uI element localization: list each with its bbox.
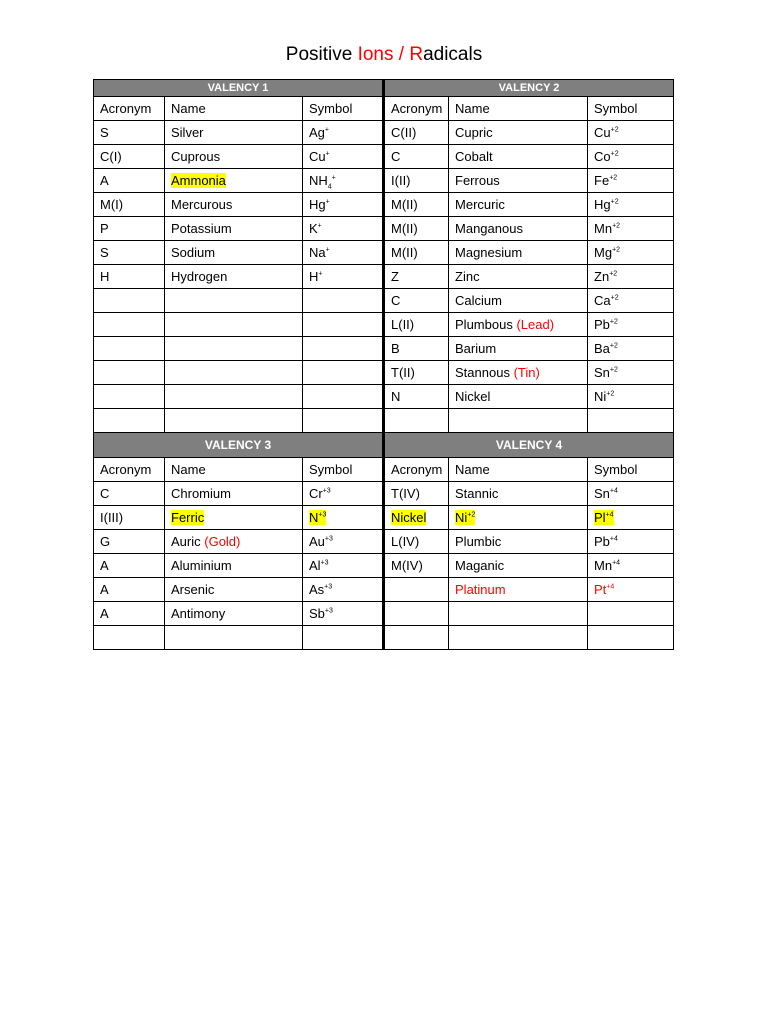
column-header-acronym: Acronym — [384, 97, 449, 121]
symbol-cell — [303, 289, 384, 313]
symbol-cell — [588, 121, 674, 145]
name-cell — [165, 482, 303, 506]
acronym-cell — [384, 241, 449, 265]
ion-note: (Tin) — [513, 365, 540, 380]
name-cell — [165, 337, 303, 361]
acronym-text: M(I) — [100, 197, 124, 212]
valency-heading: VALENCY 3 — [94, 433, 384, 458]
column-header-acronym: Acronym — [94, 97, 165, 121]
symbol-cell — [303, 313, 384, 337]
symbol-cell — [303, 506, 384, 530]
acronym-text: C(II) — [391, 125, 417, 140]
acronym-cell — [384, 217, 449, 241]
name-cell — [165, 385, 303, 409]
symbol-cell — [588, 265, 674, 289]
symbol-cell — [588, 289, 674, 313]
ion-name: Platinum — [455, 582, 506, 597]
name-cell — [165, 193, 303, 217]
acronym-text: T(IV) — [391, 486, 420, 501]
acronym-cell — [94, 602, 165, 626]
acronym-text: M(II) — [391, 221, 418, 236]
acronym-text: C — [391, 149, 401, 164]
column-header-row — [94, 97, 674, 121]
table-row — [94, 313, 674, 337]
name-cell — [165, 241, 303, 265]
ion-symbol: $Zn^{+2}$ — [594, 269, 618, 284]
ion-name: Antimony — [171, 606, 226, 621]
ion-symbol: $Au^{+3}$ — [309, 534, 333, 549]
acronym-cell — [94, 482, 165, 506]
ion-name: Silver — [171, 125, 204, 140]
column-header-name: Name — [449, 458, 588, 482]
acronym-text: I(III) — [100, 510, 124, 525]
ion-symbol: $Cu^{+2}$ — [594, 125, 619, 140]
ion-symbol: Na+ — [309, 245, 330, 260]
ion-symbol: $Mn^{+2}$ — [594, 221, 621, 236]
acronym-cell — [384, 193, 449, 217]
acronym-text: C — [100, 486, 110, 501]
acronym-cell — [384, 265, 449, 289]
column-header-acronym: Acronym — [94, 458, 165, 482]
name-cell — [165, 626, 303, 650]
acronym-text: B — [391, 341, 400, 356]
ions-table — [93, 79, 674, 650]
ion-symbol: $Mg^{+2}$ — [594, 245, 621, 260]
symbol-cell — [303, 554, 384, 578]
ion-name: Auric — [171, 534, 201, 549]
acronym-cell — [384, 169, 449, 193]
ion-name: Zinc — [455, 269, 480, 284]
symbol-cell — [303, 169, 384, 193]
ion-name: Potassium — [171, 221, 232, 236]
acronym-text: Nickel — [391, 510, 427, 525]
symbol-cell — [303, 602, 384, 626]
ion-name: Manganous — [455, 221, 523, 236]
name-cell — [449, 554, 588, 578]
acronym-cell — [94, 554, 165, 578]
name-cell — [165, 169, 303, 193]
table-row — [94, 289, 674, 313]
ion-symbol: $Pb^{+2}$ — [594, 317, 618, 332]
acronym-cell — [94, 289, 165, 313]
name-cell — [165, 121, 303, 145]
acronym-text: A — [100, 173, 109, 188]
name-cell — [449, 482, 588, 506]
name-cell — [165, 530, 303, 554]
acronym-cell — [384, 602, 449, 626]
symbol-cell — [588, 626, 674, 650]
ion-symbol: $Pt^{+4}$ — [594, 582, 615, 597]
symbol-cell — [303, 193, 384, 217]
name-cell — [449, 289, 588, 313]
acronym-cell — [384, 361, 449, 385]
ion-symbol: $Sn^{+4}$ — [594, 486, 618, 501]
ion-symbol: K+ — [309, 221, 322, 236]
ion-symbol: $Al^{+3}$ — [309, 558, 329, 573]
table-row — [94, 482, 674, 506]
table-row — [94, 530, 674, 554]
table-row — [94, 193, 674, 217]
acronym-cell — [384, 145, 449, 169]
symbol-cell — [588, 602, 674, 626]
ion-symbol: $Cr^{+3}$ — [309, 486, 331, 501]
ion-symbol: $Mn^{+4}$ — [594, 558, 621, 573]
name-cell — [165, 217, 303, 241]
ion-symbol: $Sb^{+3}$ — [309, 606, 333, 621]
column-header-name: Name — [165, 97, 303, 121]
acronym-cell — [94, 241, 165, 265]
acronym-cell — [384, 554, 449, 578]
symbol-cell — [588, 506, 674, 530]
ion-symbol: Ag+ — [309, 125, 329, 140]
symbol-cell — [588, 313, 674, 337]
acronym-text: A — [100, 582, 109, 597]
valency-heading: VALENCY 2 — [384, 80, 674, 97]
acronym-text: A — [100, 558, 109, 573]
table-row — [94, 337, 674, 361]
symbol-cell — [303, 217, 384, 241]
ion-symbol: $NH_4^+$ — [309, 173, 336, 191]
ion-name: Arsenic — [171, 582, 215, 597]
table-row — [94, 241, 674, 265]
symbol-cell — [588, 361, 674, 385]
name-cell — [165, 506, 303, 530]
acronym-cell — [94, 530, 165, 554]
symbol-cell — [303, 578, 384, 602]
symbol-cell — [588, 145, 674, 169]
name-cell — [165, 578, 303, 602]
ion-name: Plumbic — [455, 534, 502, 549]
name-cell — [165, 602, 303, 626]
ion-name: Cupric — [455, 125, 493, 140]
ion-name: Cobalt — [455, 149, 493, 164]
column-header-acronym: Acronym — [384, 458, 449, 482]
name-cell — [449, 626, 588, 650]
symbol-cell — [303, 145, 384, 169]
acronym-cell — [384, 121, 449, 145]
acronym-cell — [384, 482, 449, 506]
valency-heading: VALENCY 1 — [94, 80, 384, 97]
acronym-cell — [384, 578, 449, 602]
ion-name: Mercuric — [455, 197, 505, 212]
name-cell — [449, 506, 588, 530]
name-cell — [449, 121, 588, 145]
table-row — [94, 602, 674, 626]
table-row — [94, 554, 674, 578]
acronym-cell — [94, 145, 165, 169]
acronym-cell — [94, 121, 165, 145]
ion-symbol: $Pl^{+4}$ — [594, 510, 614, 525]
table-row — [94, 409, 674, 433]
acronym-text: H — [100, 269, 110, 284]
acronym-cell — [384, 337, 449, 361]
ion-note: (Gold) — [204, 534, 241, 549]
acronym-text: T(II) — [391, 365, 415, 380]
acronym-text: I(II) — [391, 173, 411, 188]
symbol-cell — [303, 530, 384, 554]
ion-name: Aluminium — [171, 558, 232, 573]
acronym-text: G — [100, 534, 111, 549]
acronym-text: P — [100, 221, 109, 236]
ion-name: Stannic — [455, 486, 499, 501]
acronym-text: A — [100, 606, 109, 621]
symbol-cell — [588, 409, 674, 433]
table-row — [94, 217, 674, 241]
ion-name: Cuprous — [171, 149, 221, 164]
ion-name: Mercurous — [171, 197, 233, 212]
acronym-text: S — [100, 125, 109, 140]
name-cell — [449, 409, 588, 433]
name-cell — [449, 361, 588, 385]
name-cell — [165, 409, 303, 433]
table-row — [94, 169, 674, 193]
ion-name: Stannous — [455, 365, 510, 380]
ion-name: $Ni^{+2}$ — [455, 510, 476, 525]
acronym-cell — [94, 337, 165, 361]
name-cell — [449, 169, 588, 193]
name-cell — [449, 193, 588, 217]
ion-name: Hydrogen — [171, 269, 228, 284]
symbol-cell — [303, 265, 384, 289]
table-row — [94, 578, 674, 602]
table-row — [94, 121, 674, 145]
ion-symbol: $Pb^{+4}$ — [594, 534, 618, 549]
acronym-cell — [94, 265, 165, 289]
name-cell — [165, 145, 303, 169]
ion-name: Chromium — [171, 486, 231, 501]
column-header-row — [94, 458, 674, 482]
symbol-cell — [303, 385, 384, 409]
symbol-cell — [588, 217, 674, 241]
ion-name: Calcium — [455, 293, 502, 308]
symbol-cell — [588, 578, 674, 602]
table-row — [94, 506, 674, 530]
symbol-cell — [588, 337, 674, 361]
column-header-symbol: Symbol — [303, 458, 384, 482]
ion-name: Ferrous — [455, 173, 500, 188]
acronym-cell — [384, 626, 449, 650]
column-header-name: Name — [449, 97, 588, 121]
name-cell — [165, 361, 303, 385]
acronym-cell — [94, 169, 165, 193]
valency-heading: VALENCY 4 — [384, 433, 674, 458]
name-cell — [165, 554, 303, 578]
acronym-text: M(IV) — [391, 558, 423, 573]
name-cell — [165, 289, 303, 313]
acronym-text: M(II) — [391, 245, 418, 260]
symbol-cell — [588, 530, 674, 554]
acronym-text: L(IV) — [391, 534, 420, 549]
ion-name: Ammonia — [171, 173, 226, 188]
column-header-symbol: Symbol — [588, 458, 674, 482]
ion-symbol: H+ — [309, 269, 323, 284]
acronym-cell — [94, 313, 165, 337]
ion-symbol: $N^{+3}$ — [309, 510, 327, 525]
acronym-cell — [384, 409, 449, 433]
symbol-cell — [588, 241, 674, 265]
page-title: Positive Ions / Radicals — [285, 44, 483, 65]
table-row — [94, 385, 674, 409]
symbol-cell — [303, 337, 384, 361]
acronym-text: L(II) — [391, 317, 415, 332]
symbol-cell — [303, 409, 384, 433]
table-row — [94, 626, 674, 650]
ion-symbol: Hg+ — [309, 197, 330, 212]
acronym-text: N — [391, 389, 401, 404]
acronym-text: S — [100, 245, 109, 260]
table-row — [94, 265, 674, 289]
valency-heading-row — [94, 80, 674, 97]
symbol-cell — [303, 361, 384, 385]
symbol-cell — [588, 554, 674, 578]
name-cell — [449, 337, 588, 361]
symbol-cell — [588, 385, 674, 409]
name-cell — [449, 313, 588, 337]
ion-symbol: $Ni^{+2}$ — [594, 389, 615, 404]
symbol-cell — [588, 169, 674, 193]
symbol-cell — [303, 241, 384, 265]
name-cell — [449, 265, 588, 289]
name-cell — [165, 313, 303, 337]
ion-symbol: $Ca^{+2}$ — [594, 293, 619, 308]
acronym-cell — [94, 217, 165, 241]
ion-symbol: $Ba^{+2}$ — [594, 341, 618, 356]
acronym-cell — [94, 361, 165, 385]
ion-name: Barium — [455, 341, 497, 356]
column-header-symbol: Symbol — [303, 97, 384, 121]
symbol-cell — [303, 121, 384, 145]
table-row — [94, 361, 674, 385]
acronym-cell — [94, 626, 165, 650]
acronym-cell — [384, 313, 449, 337]
ion-symbol: $Hg^{+2}$ — [594, 197, 619, 212]
name-cell — [449, 602, 588, 626]
name-cell — [165, 265, 303, 289]
acronym-cell — [384, 385, 449, 409]
acronym-cell — [94, 193, 165, 217]
ion-symbol: $Fe^{+2}$ — [594, 173, 618, 188]
ion-symbol: $Co^{+2}$ — [594, 149, 619, 164]
acronym-text: C — [391, 293, 401, 308]
ion-name: Magnesium — [455, 245, 523, 260]
name-cell — [449, 530, 588, 554]
ion-name: Sodium — [171, 245, 216, 260]
table-row — [94, 145, 674, 169]
symbol-cell — [588, 193, 674, 217]
column-header-symbol: Symbol — [588, 97, 674, 121]
ion-note: (Lead) — [516, 317, 555, 332]
acronym-cell — [94, 385, 165, 409]
valency-heading-row — [94, 433, 674, 458]
acronym-text: M(II) — [391, 197, 418, 212]
symbol-cell — [303, 626, 384, 650]
acronym-cell — [94, 506, 165, 530]
acronym-cell — [384, 530, 449, 554]
symbol-cell — [303, 482, 384, 506]
acronym-cell — [94, 409, 165, 433]
name-cell — [449, 217, 588, 241]
column-header-name: Name — [165, 458, 303, 482]
acronym-cell — [384, 289, 449, 313]
symbol-cell — [588, 482, 674, 506]
acronym-text: C(I) — [100, 149, 122, 164]
name-cell — [449, 241, 588, 265]
ion-symbol: $Sn^{+2}$ — [594, 365, 618, 380]
acronym-text: Z — [391, 269, 399, 284]
ion-name: Ferric — [171, 510, 205, 525]
name-cell — [449, 385, 588, 409]
name-cell — [449, 145, 588, 169]
ion-symbol: $As^{+3}$ — [309, 582, 333, 597]
acronym-cell — [94, 578, 165, 602]
ion-name: Maganic — [455, 558, 505, 573]
name-cell — [449, 578, 588, 602]
ion-symbol: Cu+ — [309, 149, 330, 164]
acronym-cell — [384, 506, 449, 530]
ion-name: Nickel — [455, 389, 491, 404]
ion-name: Plumbous — [455, 317, 513, 332]
